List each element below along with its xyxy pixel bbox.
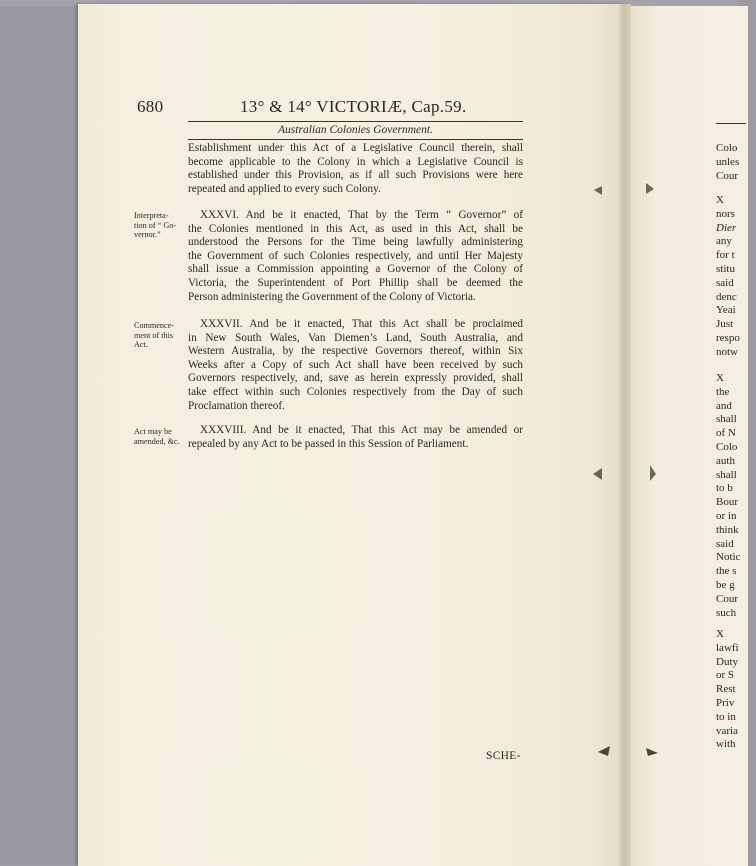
text-fragment: shall [716, 413, 737, 426]
text-fragment: Duty [716, 655, 738, 668]
stitch-mark [646, 183, 654, 194]
text-fragment: X [716, 372, 724, 384]
text-fragment: or S [716, 669, 735, 682]
text-fragment: with [716, 738, 736, 751]
catchword: SCHE- [486, 750, 521, 762]
text-fragment: stitu [716, 262, 735, 275]
marginal-line: Commence- [134, 321, 175, 330]
text-fragment: Cour [716, 592, 738, 605]
subtitle-rule [188, 139, 523, 140]
text-line: XXXVI. And be it enacted, That by the Term “ Governor” of [200, 209, 523, 221]
text-fragment: lawfi [716, 641, 739, 654]
text-line: become applicable to the Colony in which a Legislative Council is [188, 155, 523, 168]
binding-stitch-marks [590, 178, 660, 778]
text-fragment: denc [716, 290, 737, 303]
text-fragment: think [716, 523, 739, 536]
text-fragment: auth [716, 454, 735, 467]
marginal-line: amended, &c. [134, 436, 180, 446]
text-fragment: varia [716, 724, 738, 737]
section-xxxvii [188, 318, 523, 413]
text-fragment: X [716, 194, 724, 206]
stitch-mark [594, 186, 602, 195]
text-line: shall issue a Commission appointing a Governor of the Colony of [188, 263, 523, 276]
text-fragment: nors [716, 207, 735, 220]
running-title: 13° & 14° VICTORIÆ, Cap.59. [240, 97, 467, 116]
facing-page-rule [716, 123, 746, 124]
text-fragment: respo [716, 331, 740, 344]
text-line: repealed by any Act to be passed in this Session of Parliament. [188, 437, 469, 450]
text-fragment: to in [716, 710, 736, 723]
text-line: Establishment under this Act of a Legislative Council therein, shall [188, 142, 523, 154]
marginal-note-interpretation [134, 211, 188, 240]
text-line: the Government of such Colonies respectively, and until Her Majesty [188, 249, 523, 262]
text-fragment: for t [716, 249, 735, 262]
marginal-line: tion of “ Go- [134, 220, 177, 230]
text-fragment: Colo [716, 142, 738, 154]
text-fragment: notw [716, 345, 738, 358]
text-line: established under this Provision, as if all such Provisions were here [188, 169, 523, 182]
facing-page-block-3 [716, 372, 756, 620]
text-fragment: or in [716, 509, 737, 522]
text-line: Person administering the Government of the Colony of Victoria. [188, 290, 476, 303]
text-line: the Colonies mentioned in this Act, as used in this Act, shall be [188, 222, 523, 235]
marginal-line: Act. [134, 340, 148, 350]
text-fragment: Notic [716, 551, 741, 564]
text-fragment: the [716, 385, 730, 398]
text-line: Western Australia, by the respective Governors thereof, within Six [188, 345, 523, 358]
text-fragment: Dier [716, 221, 737, 234]
facing-page-block-1 [716, 142, 756, 183]
text-line: Weeks after a Copy of such Act shall have been received by such [188, 358, 523, 371]
marginal-note-commencement [134, 321, 188, 350]
section-subtitle: Australian Colonies Government. [278, 124, 433, 136]
text-line: take effect within such Colonies respectively from the Day of such [188, 385, 523, 398]
marginal-line: ment of this [134, 330, 174, 340]
marginal-line: Interpreta- [134, 211, 169, 220]
stitch-mark [593, 468, 602, 480]
text-fragment: the s [716, 565, 737, 578]
text-line: Proclamation thereof. [188, 399, 285, 412]
facing-page-block-4 [716, 628, 756, 752]
text-fragment: Just [716, 318, 734, 331]
stitch-mark [598, 746, 610, 756]
scan-background [0, 0, 78, 864]
page-header [137, 97, 529, 121]
text-line: XXXVIII. And be it enacted, That this Act may be amended or [200, 424, 523, 436]
text-fragment: Priv [716, 696, 735, 709]
text-fragment: any [716, 235, 732, 248]
text-line: in New South Wales, Van Diemen’s Land, South Australia, and [188, 331, 523, 344]
page-number: 680 [137, 97, 164, 116]
marginal-line: Act may be [134, 427, 172, 436]
marginal-note-amendment [134, 427, 188, 446]
text-fragment: unles [716, 155, 740, 168]
header-rule [188, 121, 523, 122]
section-xxxviii [188, 424, 523, 451]
stitch-mark [650, 465, 656, 481]
text-line: XXXVII. And be it enacted, That this Act shall be proclaimed [200, 318, 523, 330]
text-fragment: such [716, 606, 737, 619]
text-fragment: shall [716, 468, 737, 481]
text-fragment: said [716, 537, 734, 550]
text-line: understood the Persons for the Time being lawfully administering [188, 236, 523, 249]
stitch-mark [646, 748, 658, 756]
section-xxxvi [188, 209, 523, 304]
text-fragment: Cour [716, 169, 738, 182]
text-line: Governors respectively, and, save as herein expressly provided, shall [188, 372, 523, 385]
text-fragment: of N [716, 427, 736, 440]
text-fragment: be g [716, 578, 735, 591]
text-fragment: Bour [716, 496, 738, 509]
text-fragment: said [716, 276, 734, 289]
text-fragment: Yeai [716, 304, 736, 317]
paragraph-continuation [188, 142, 523, 196]
facing-page-block-2 [716, 194, 756, 360]
text-fragment: Rest [716, 683, 736, 696]
marginal-line: vernor.” [134, 230, 161, 240]
text-fragment: and [716, 399, 732, 412]
text-line: repeated and applied to every such Colony. [188, 182, 381, 195]
text-fragment: to b [716, 482, 733, 495]
text-line: Victoria, the Superintendent of Port Phillip shall be deemed the [188, 276, 523, 289]
text-fragment: Colo [716, 440, 738, 453]
text-fragment: X [716, 628, 724, 640]
